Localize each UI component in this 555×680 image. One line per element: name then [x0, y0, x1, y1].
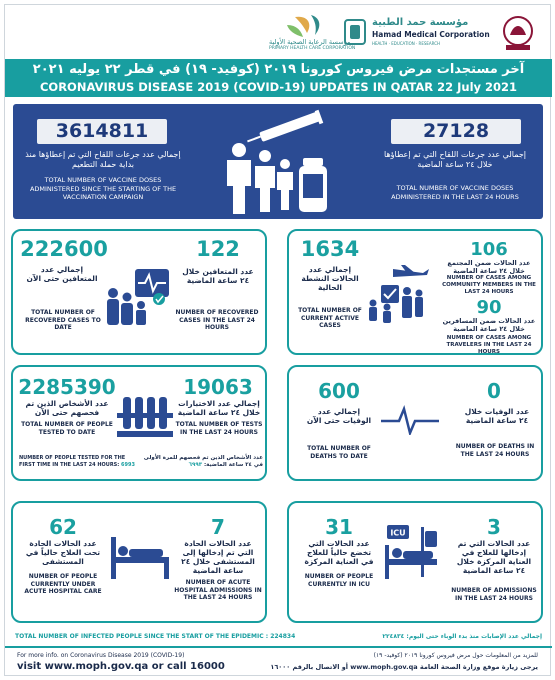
hospital-admissions-label-ar: عدد الحالات الحادة التي تم إدخالها إلى المستشفى خلال ٢٤ ساعة الماضية	[181, 539, 255, 575]
active-cases-card	[287, 229, 543, 355]
moph-emblem-icon	[498, 13, 538, 53]
icu-sign-text: ICU	[390, 528, 406, 538]
vaccine-panel	[13, 104, 543, 219]
hmc-emblem-icon	[344, 19, 366, 45]
moph-logo	[498, 13, 538, 53]
total-infected-ar: إجمالي عدد الإصابات منذ بدء الوباء حتى اليوم: ٢٢٤٨٣٤	[382, 633, 542, 640]
deaths-total-label-en: TOTAL NUMBER OF DEATHS TO DATE	[307, 445, 371, 460]
footer-visit-ar: يرجى زيارة موقع وزارة الصحة العامة www.moph.gov.qa أو الاتصال بالرقم ١٦٠٠٠	[270, 663, 538, 671]
total-infected-en: TOTAL NUMBER OF INFECTED PEOPLE SINCE THE START OF THE EPIDEMIC : 224834	[15, 633, 296, 640]
header	[5, 5, 552, 57]
icu-current-label-ar: عدد الحالات التي تخضع حالياً للعلاج في العناية المركزة	[304, 539, 374, 566]
icu-admissions-label-en: NUMBER OF ADMISSIONS IN THE LAST 24 HOURS	[451, 587, 537, 602]
icu-current-value: 31	[325, 515, 353, 539]
hmc-logo	[344, 15, 490, 53]
deaths-total-label-ar: إجمالي عدد الوفيات حتى الآن	[306, 407, 372, 425]
deaths-last24-value: 0	[487, 379, 501, 403]
hmc-name-en: Hamad Medical Corporation	[372, 30, 490, 39]
deaths-last24-label-ar: عدد الوفيات خلال ٢٤ ساعة الماضية	[464, 407, 530, 425]
first-time-tested-ar	[143, 455, 263, 469]
test-tubes-rack-icon	[117, 393, 173, 443]
hospital-card	[11, 501, 267, 623]
active-community-value: 106	[470, 239, 508, 260]
active-total-value: 1634	[300, 237, 360, 261]
tested-total-value: 2285390	[18, 375, 116, 399]
page-title-arabic: آخر مستجدات مرض فيروس كورونا ٢٠١٩ (كوفيد- ١٩) في قطر ٢٢ يوليه ٢٠٢١	[32, 62, 525, 77]
vaccine-last24-value: 27128	[391, 119, 521, 144]
title-band	[5, 59, 552, 97]
vaccine-total-label-en: TOTAL NUMBER OF VACCINE DOSES ADMINISTERED SINCE THE STARTING OF THE VACCINATION CAMPAIGN	[29, 176, 177, 201]
hospital-current-value: 62	[49, 515, 77, 539]
tested-total-label-ar: عدد الأشخاص الذين تم فحصهم حتى الآن	[25, 399, 109, 417]
tested-last24-value: 19063	[183, 375, 253, 399]
tested-last24-label-ar: إجمالي عدد الاختبارات خلال ٢٤ ساعة الماضية	[177, 399, 261, 417]
first-time-tested-en	[19, 455, 141, 468]
icu-card	[287, 501, 543, 623]
deaths-last24-label-en: NUMBER OF DEATHS IN THE LAST 24 HOURS	[455, 443, 535, 458]
recovered-family-heartbeat-icon	[105, 265, 175, 333]
page-title-english: CORONAVIRUS DISEASE 2019 (COVID-19) UPDATES IN QATAR 22 July 2021	[39, 80, 518, 94]
active-total-label-en: TOTAL NUMBER OF CURRENT ACTIVE CASES	[298, 307, 362, 329]
footer-info-en: For more info. on Coronavirus Disease 2019 (COVID-19)	[17, 652, 185, 659]
hospital-admissions-label-en: NUMBER OF ACUTE HOSPITAL ADMISSIONS IN THE LAST 24 HOURS	[174, 579, 262, 601]
phcc-logo	[267, 13, 356, 53]
recovered-card	[11, 229, 267, 355]
footer-divider	[5, 646, 552, 648]
active-travelers-value: 90	[476, 297, 502, 318]
recovered-last24-label-ar: عدد المتعافين خلال ٢٤ ساعة الماضية	[182, 267, 254, 285]
vaccine-people-syringe-icon	[219, 108, 339, 216]
first-time-tested-label-ar: عدد الأشخاص الذين تم فحصهم للمرة الأولى في ٢٤ ساعة الماضية:	[143, 455, 263, 468]
icu-current-label-en: NUMBER OF PEOPLE CURRENTLY IN ICU	[304, 573, 374, 588]
first-time-tested-value-ar: ٦٩٩٣	[188, 462, 203, 468]
active-community-label-en: NUMBER OF CASES AMONG COMMUNITY MEMBERS IN THE LAST 24 HOURS	[442, 275, 536, 295]
recovered-total-label-en: TOTAL NUMBER OF RECOVERED CASES TO DATE	[25, 309, 101, 331]
vaccine-last24-label-en: TOTAL NUMBER OF VACCINE DOSES ADMINISTERED IN THE LAST 24 HOURS	[391, 184, 519, 201]
recovered-total-label-ar: إجمالي عدد المتعافين حتى الآن	[26, 265, 98, 283]
recovered-total-value: 222600	[20, 237, 108, 261]
total-infected-row	[15, 633, 542, 645]
flatline-heartbeat-icon	[381, 405, 439, 435]
active-total-label-ar: إجمالي عدد الحالات النشطة الحالية	[301, 265, 359, 292]
recovered-last24-label-en: NUMBER OF RECOVERED CASES IN THE LAST 24 HOURS	[175, 309, 259, 331]
deaths-total-value: 600	[318, 379, 360, 403]
infographic-frame	[4, 4, 551, 676]
vaccine-total-value: 3614811	[37, 119, 167, 144]
recovered-last24-value: 122	[196, 237, 240, 261]
hmc-name-ar: مؤسسة حمد الطبية	[372, 17, 469, 28]
hospital-current-label-en: NUMBER OF PEOPLE CURRENTLY UNDER ACUTE HOSPITAL CARE	[24, 573, 102, 595]
hmc-tagline: HEALTH · EDUCATION · RESEARCH	[372, 41, 441, 46]
icu-bed-monitor-icon	[381, 523, 447, 587]
hospital-current-label-ar: عدد الحالات الحادة تحت العلاج حالياً في المستشفى	[25, 539, 101, 566]
first-time-tested-label-en: NUMBER OF PEOPLE TESTED FOR THE FIRST TIME IN THE LAST 24 HOURS:	[19, 455, 126, 468]
tested-total-label-en: TOTAL NUMBER OF PEOPLE TESTED TO DATE	[21, 421, 113, 436]
active-travelers-label-ar: عدد الحالات ضمن المسافرين خلال ٢٤ ساعة الماضية	[442, 317, 536, 333]
phcc-name-en: PRIMARY HEALTH CARE CORPORATION	[269, 46, 356, 51]
first-time-tested-value-en: 6993	[121, 461, 135, 468]
phcc-name-ar: مؤسسة الرعاية الصحية الأولية	[269, 38, 351, 46]
hospital-bed-icon	[109, 533, 171, 583]
tested-card	[11, 365, 267, 481]
tested-last24-label-en: TOTAL NUMBER OF TESTS IN THE LAST 24 HOURS	[175, 421, 263, 436]
icu-admissions-label-ar: عدد الحالات التي تم إدخالها للعلاج في العناية المركزة خلال ٢٤ ساعة الماضية	[456, 539, 532, 575]
active-travelers-label-en: NUMBER OF CASES AMONG TRAVELERS IN THE LAST 24 HOURS	[446, 335, 532, 355]
footer-info-ar: للمزيد من المعلومات حول مرض فيروس كورونا ٢٠١٩ (كوفيد- ١٩)	[373, 652, 538, 659]
hospital-admissions-value: 7	[211, 515, 225, 539]
vaccine-total-label-ar: إجمالي عدد جرعات اللقاح التي تم إعطاؤها منذ بداية حملة التطعيم	[25, 150, 181, 169]
active-people-airplane-icon	[363, 259, 433, 329]
active-community-label-ar: عدد الحالات ضمن المجتمع خلال ٢٤ ساعة الماضية	[447, 259, 531, 275]
footer-visit-en: visit www.moph.gov.qa or call 16000	[17, 661, 225, 672]
deaths-card	[287, 365, 543, 481]
icu-admissions-value: 3	[487, 515, 501, 539]
vaccine-last24-label-ar: إجمالي عدد جرعات اللقاح التي تم إعطاؤها خلال ٢٤ ساعة الماضية	[384, 150, 526, 169]
